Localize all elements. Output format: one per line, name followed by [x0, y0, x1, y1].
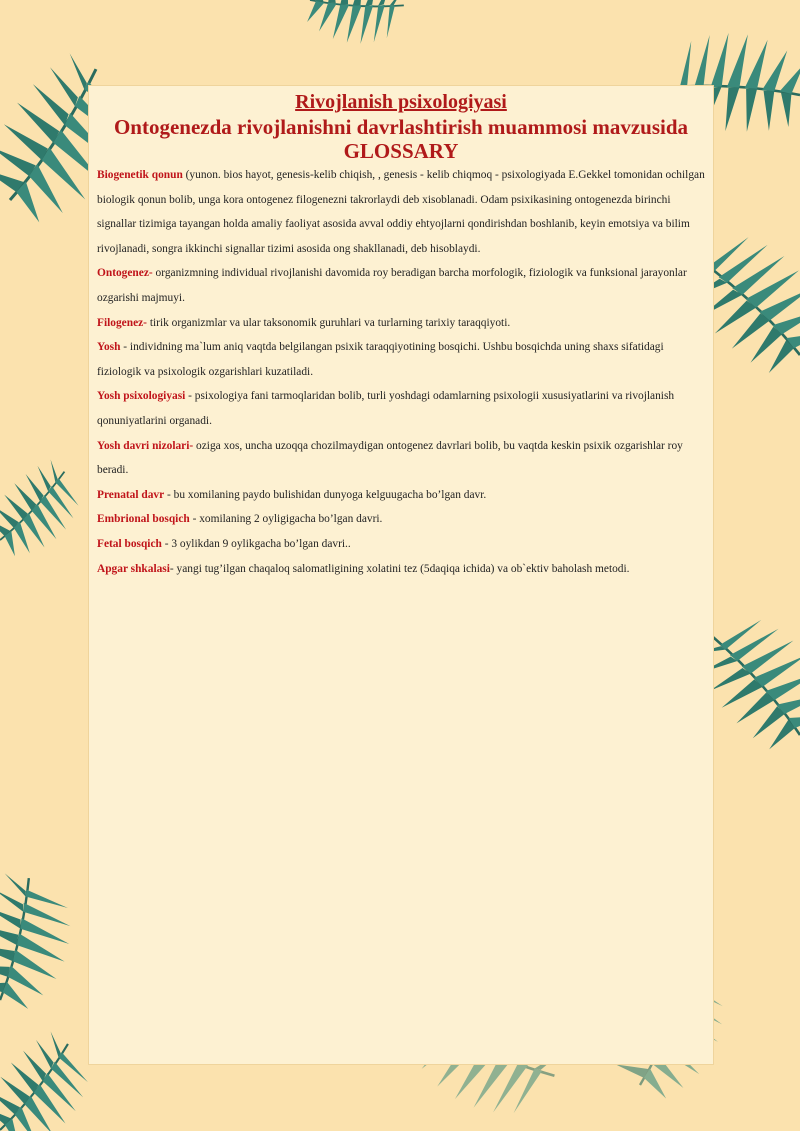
glossary-term: Fetal bosqich: [97, 537, 162, 550]
glossary-definition: - xomilaning 2 oyligigacha bo’lgan davri.: [189, 513, 383, 526]
glossary-entry: [97, 557, 707, 582]
glossary-entry: [97, 163, 707, 261]
palm-leaf-icon: [705, 560, 800, 740]
glossary-term: Ontogenez-: [97, 267, 153, 280]
glossary-definition: - bu xomilaning paydo bulishidan dunyoga kelguugacha bo’lgan davr.: [164, 488, 487, 501]
glossary-entry: [97, 311, 707, 336]
glossary-term: Yosh davri nizolari-: [97, 439, 194, 452]
glossary-term: Prenatal davr: [97, 488, 165, 501]
glossary-definition: (yunon. bios hayot, genesis-kelib chiqish, , genesis - kelib chiqmoq - psixologiyada E.Gekkel tomonidan ochilgan biologik qonun bolib, unga kora ontogenez filogenezni takrorlaydi deb xisoblanadi. Odam psixikasining ontogenezda birinchi signallar tizimiga tayangan holda amaliy faoliyat asosida avval oddiy ehtyojlarni qondirishdan boshlanib, keyin emotsiya va bilim rivojlanadi, songra ikkinchi signallar tizimi asosida ong shakllanadi, deb hisoblaydi.: [97, 169, 705, 255]
palm-leaf-icon: [310, 0, 410, 40]
document-header: [88, 90, 714, 162]
glossary-heading: GLOSSARY: [343, 139, 459, 163]
document-subtitle: Ontogenezda rivojlanishni davrlashtirish muammosi mavzusida: [113, 115, 689, 139]
glossary-term: Embrional bosqich: [97, 513, 190, 526]
glossary-term: Apgar shkalasi: [97, 562, 170, 575]
glossary-entry: [97, 507, 707, 532]
glossary-entry: [97, 384, 707, 433]
glossary-definition: organizmning individual rivojlanishi davomida roy beradigan barcha morfologik, fiziologik va funksional jarayonlar ozgarishi majmuyi.: [97, 267, 687, 304]
palm-leaf-icon: [700, 170, 800, 360]
glossary-definition: tirik organizmlar va ular taksonomik guruhlari va turlarning tarixiy taraqqiyoti.: [146, 316, 511, 329]
glossary-definition: - individning ma`lum aniq vaqtda belgilangan psixik taraqqiyotining bosqichi. Ushbu bosqichda uning shaxs sifatidagi fiziologik va psixologik ozgarishlari kuzatiladi.: [97, 341, 664, 378]
glossary-entry: [97, 261, 707, 310]
palm-leaf-icon: [0, 430, 90, 560]
document-title: Rivojlanish psixologiyasi: [295, 91, 507, 113]
glossary-definition: - psixologiya fani tarmoqlaridan bolib, turli yoshdagi odamlarning psixologii xususiyatlarini va rivojlanish qonuniyatlarini organadi.: [97, 390, 675, 427]
glossary-entry: [97, 483, 707, 508]
glossary-term: Yosh psixologiyasi: [97, 390, 186, 403]
glossary-entry: [97, 532, 707, 557]
glossary-definition: - yangi tug’ilgan chaqaloq salomatligining xolatini tez (5daqiqa ichida) va ob`ektiv baholash metodi.: [169, 562, 630, 575]
glossary-term: Biogenetik qonun: [97, 169, 183, 181]
glossary-entry: [97, 434, 707, 483]
glossary-term: Yosh: [97, 341, 121, 354]
glossary-definition: oziga xos, uncha uzoqqa chozilmaydigan ontogenez davrlari bolib, bu vaqtda keskin psixik ozgarishlar roy beradi.: [97, 439, 683, 477]
glossary-entry: [97, 335, 707, 384]
glossary-term: Filogenez-: [97, 316, 147, 329]
glossary-list: [97, 163, 707, 581]
palm-leaf-icon: [0, 830, 90, 1010]
glossary-definition: - 3 oylikdan 9 oylikgacha bo’lgan davri..: [161, 537, 351, 550]
